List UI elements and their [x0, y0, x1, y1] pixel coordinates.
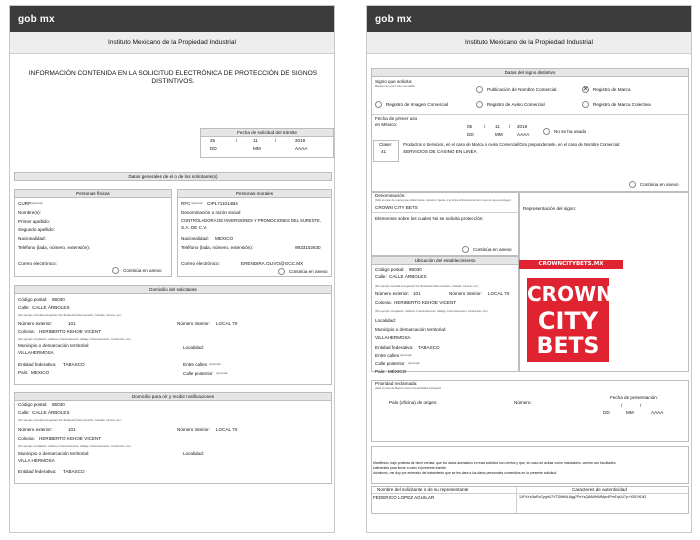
form-page-2: gob mx Instituto Mexicano de la Propiedad Industrial Datos del signo distintivo Signo que solicita: Marque con una X sólo una casilla Publicación de Nombre Comercial ✕ Registro de Marca Registro de Imagen Comercial Registro de Aviso Comercial Registro de Marca Colectiva Fecha de primer uso en México: 05 / 11 / 2019 DD MM AAAA No se ha usado Clase: 41 Productos o Servicios, en el caso de Marca o Aviso Comercial/Giro preponderante, en el caso de Nombre Comercial: SERVICIOS DE CASINO EN LINEA Continúa en anexo Denominación: (Sólo en caso de marcas que utilicen letras, números, figuras, o la forma tridimensional con lo que se vaya a proteger) CROWN CITY BETS Elementos sobre los cuales No se solicita protección: Continúa en anexo Representación del signo: CROWNCITYBETS.MX CROWN CITY BETS Ubicación del establecimiento Código postal: 86030 Calle: CALLE ÁRBOLES (Por ejemplo: Avenida Insurgentes Sur, Boulevard Ávila Camacho, Calzada, Camino, etc.) Número exterior: 101 Número interior: LOCAL 70 Colonia: HERIBERTO KEHOE VICENT (Por ejemplo: Ampliación, Jardines, Fraccionamiento, Hidalgo, Fraccionamiento, Condominio, etc.) Localidad: Municipio o demarcación territorial: VILLAHERMOSA Entidad federativa: TABASCO Entre calles (opcional): Calle posterior (opcional): País: MÉXICO Prioridad reclamada: (Sólo en caso de Marca o Aviso Comercial/del extranjero) País (oficina) de origen: Número: Fecha de presentación: / / DD MM AAAA Manifiesto, bajo protesta de decir verdad, que los datos asentados en esta solicitud son ciertos y que, en caso de actuar como mandatario, cuento con facultades suficientes para llevar a cabo el presente trámite. Asimismo, me doy por enterado del tratamiento que se les dará a los datos personales contenidos en la presente solicitud. Nombre del solicitante o de su representante FEDERICO LOPEZ AGUILAR Caracteres de autenticidad 1XFsYs3wRo7ygH47VTDMtNL8qg7PsYsQ8AMHMMpr4PmFqUU7p+XBCHDiG	[366, 5, 692, 533]
domicilio-solicitante-box: Domicilio del solicitante	[14, 285, 332, 385]
form-page-1: gob mx Instituto Mexicano de la Propiedad Industrial INFORMACIÓN CONTENIDA EN LA SOLICITUD ELECTRÓNICA DE PROTECCIÓN DE SIGNOS DISTINTIVOS. Fecha de solicitud del trámite 25 / 11 / 2019 DD MM AAAA Datos generales de el o de los solicitante(s) Personas físicas CURP (opcional): Nombre(s): Primer apellido: Segundo apellido: Nacionalidad: Teléfono (lada, número, extensión): Correo electrónico: Continúa en anexo Personas morales RFC (opcional): CIPL711014B4 Denominación o razón social: CONTROLADORA DE INVERSIONES Y PROMOCIONES DEL SURESTE, S.A. DE C.V. Nacionalidad: MEXICO Teléfono (lada, número, extensión): 9933102630 Correo electrónico: ERENDIRA.OLIVO@GCC.MX Continúa en anexo Domicilio del solicitante Código postal: 86030 Calle: CALLE ÁRBOLES (Por ejemplo: Avenida Insurgentes Sur, Boulevard Ávila Camacho, Calzada, Camino, etc.) Número exterior: 101 Número interior: LOCAL 70 Colonia: HERIBERTO KEHOE VICENT (Por ejemplo: Ampliación, Jardines, Fraccionamiento, Hidalgo, Fraccionamiento, Condominio, etc.) Municipio o demarcación territorial: Localidad: VILLAHERMOSA Entidad federativa: TABASCO Entre calles (opcional): País: MEXICO Calle posterior (opcional): Domicilio para oír y recibir notificaciones Código postal: 86030 Calle: CALLE ÁRBOLES (Por ejemplo: Avenida Insurgentes Sur, Boulevard Ávila Camacho, Calzada, Camino, etc.) Número exterior: 101 Número interior: LOCAL 70 Colonia: HERIBERTO KEHOE VICENT (Por ejemplo: Ampliación, Jardines, Fraccionamiento, Hidalgo, Fraccionamiento, Condominio, etc.) Municipio o demarcación territorial: Localidad: VILLA HERMOSA Entidad federativa: TABASCO	[9, 5, 335, 533]
gobmx-logo: gob mx	[18, 14, 55, 25]
denominacion-value: CROWN CITY BETS	[375, 205, 418, 210]
institute-banner: Instituto Mexicano de la Propiedad Industrial	[10, 32, 334, 54]
datos-generales-header: Datos generales de el o de los solicitante(s)	[14, 172, 332, 181]
personas-morales-box: Personas morales	[177, 189, 332, 277]
continua-anexo-radio[interactable]	[112, 267, 119, 274]
domicilio-notificaciones-box: Domicilio para oír y recibir notificaciones	[14, 392, 332, 484]
clase-value: 41	[381, 149, 387, 154]
fecha-mm: 11	[253, 138, 258, 143]
publicacion-nombre-radio[interactable]	[476, 86, 483, 93]
continua-anexo-radio-morales[interactable]	[278, 268, 285, 275]
razon-social-value: CONTROLADORA DE INVERSIONES Y PROMOCIONES DEL SURESTE,	[181, 218, 322, 223]
personas-fisicas-box: Personas físicas	[14, 189, 172, 277]
rfc-value: CIPL711014B4	[207, 201, 238, 206]
ubicacion-box: Ubicación del establecimiento	[371, 256, 519, 372]
gobmx-header-2	[367, 6, 691, 32]
institute-banner-2: Instituto Mexicano de la Propiedad Industrial	[367, 32, 691, 54]
correo-value: ERENDIRA.OLIVO@GCC.MX	[241, 261, 304, 266]
registro-colectiva-radio[interactable]	[582, 101, 589, 108]
datos-signo-box: Datos del signo distintivo	[371, 68, 689, 192]
crown-city-bets-logo: CROWN CITY BETS	[527, 278, 609, 362]
registro-aviso-radio[interactable]	[476, 101, 483, 108]
caracteres-value: 1XFsYs3wRo7ygH47VTDMtNL8qg7PsYsQ8AMHMMpr4PmFqUU7p+XBCHDiG	[519, 495, 647, 499]
continua-anexo-radio-signo[interactable]	[629, 181, 636, 188]
crowncitybets-banner: CROWNCITYBETS.MX	[519, 260, 623, 269]
gobmx-logo-2: gob mx	[375, 14, 412, 25]
gobmx-header	[10, 6, 334, 32]
nombre-solicitante-value: FEDERICO LOPEZ AGUILAR	[373, 495, 435, 500]
fecha-solicitud-box: Fecha de solicitud del trámite	[200, 128, 334, 158]
productos-value: SERVICIOS DE CASINO EN LINEA	[403, 149, 477, 154]
fecha-dd: 25	[210, 138, 216, 143]
registro-marca-check-icon: ✕	[582, 86, 589, 93]
registro-imagen-radio[interactable]	[375, 101, 382, 108]
no-uso-radio[interactable]	[543, 128, 550, 135]
continua-anexo-radio-elementos[interactable]	[462, 246, 469, 253]
document-title: INFORMACIÓN CONTENIDA EN LA SOLICITUD ELECTRÓNICA DE PROTECCIÓN DE SIGNOS DISTINTIVOS.	[28, 70, 318, 85]
fecha-aaaa: 2019	[295, 138, 306, 143]
